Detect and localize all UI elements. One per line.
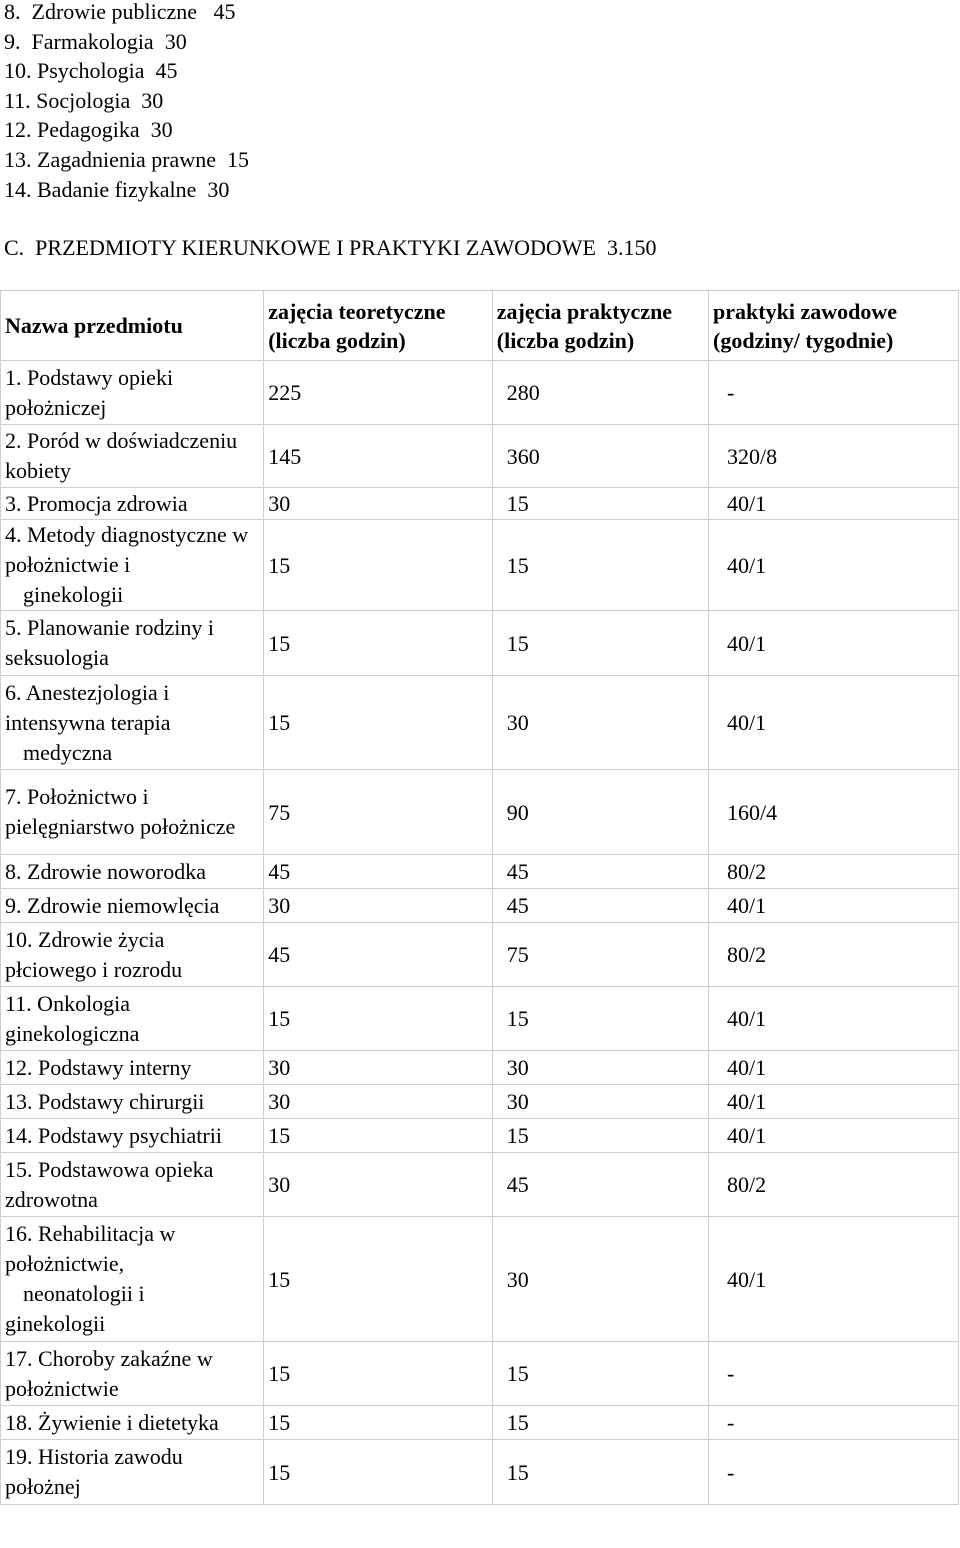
subject-name: 18. Żywienie i dietetyka bbox=[5, 1409, 219, 1435]
cell-subject-name bbox=[1, 1406, 264, 1440]
table-row bbox=[1, 987, 959, 1051]
table-row bbox=[1, 1119, 959, 1153]
table-row bbox=[1, 855, 959, 889]
list-item: 10. Psychologia 45 bbox=[4, 58, 178, 84]
table-row bbox=[1, 1440, 959, 1505]
cell-practical-hours: 280 bbox=[492, 361, 708, 425]
cell-internship: 40/1 bbox=[709, 889, 959, 923]
cell-subject-name bbox=[1, 361, 264, 425]
cell-internship: - bbox=[709, 1440, 959, 1505]
cell-practical-hours: 15 bbox=[492, 1440, 708, 1505]
table-row bbox=[1, 488, 959, 520]
table-row bbox=[1, 425, 959, 488]
cell-practical-hours: 45 bbox=[492, 1153, 708, 1217]
list-item: 13. Zagadnienia prawne 15 bbox=[4, 146, 249, 172]
subject-name: 12. Podstawy interny bbox=[5, 1054, 192, 1080]
list-item: 11. Socjologia 30 bbox=[4, 87, 164, 113]
cell-theory-hours: 30 bbox=[264, 1153, 493, 1217]
cell-internship: 40/1 bbox=[709, 1051, 959, 1085]
subject-name: 17. Choroby zakaźne w położnictwie bbox=[5, 1345, 213, 1401]
subject-name: 14. Podstawy psychiatrii bbox=[5, 1122, 222, 1148]
header-theory: zajęcia teoretyczne (liczba godzin) bbox=[264, 291, 493, 361]
section-title: C. PRZEDMIOTY KIERUNKOWE I PRAKTYKI ZAWODOWE 3.150 bbox=[4, 235, 657, 260]
table-row bbox=[1, 1342, 959, 1406]
subject-name: 8. Zdrowie noworodka bbox=[5, 858, 207, 884]
subject-name-continued: neonatologii i bbox=[23, 1281, 145, 1306]
cell-internship: 40/1 bbox=[709, 987, 959, 1051]
cell-subject-name bbox=[1, 1153, 264, 1217]
cell-theory-hours: 15 bbox=[264, 520, 493, 611]
cell-practical-hours: 15 bbox=[492, 520, 708, 611]
cell-internship: 40/1 bbox=[709, 520, 959, 611]
subjects-table bbox=[0, 290, 959, 1505]
cell-internship: 80/2 bbox=[709, 923, 959, 987]
cell-practical-hours: 15 bbox=[492, 488, 708, 520]
subject-name: 9. Zdrowie niemowlęcia bbox=[5, 892, 220, 918]
cell-subject-name bbox=[1, 923, 264, 987]
cell-subject-name bbox=[1, 488, 264, 520]
cell-subject-name bbox=[1, 1440, 264, 1505]
cell-practical-hours: 15 bbox=[492, 611, 708, 676]
cell-internship: 40/1 bbox=[709, 1085, 959, 1119]
list-item: 12. Pedagogika 30 bbox=[4, 117, 173, 143]
table-row bbox=[1, 676, 959, 770]
cell-theory-hours: 45 bbox=[264, 855, 493, 889]
header-name: Nazwa przedmiotu bbox=[1, 291, 264, 361]
cell-subject-name bbox=[1, 676, 264, 770]
cell-subject-name bbox=[1, 1119, 264, 1153]
table-row bbox=[1, 1085, 959, 1119]
cell-subject-name bbox=[1, 889, 264, 923]
subject-name: 19. Historia zawodu położnej bbox=[5, 1444, 183, 1499]
list-item: 9. Farmakologia 30 bbox=[4, 28, 187, 54]
subject-name: 5. Planowanie rodziny i seksuologia bbox=[5, 615, 214, 670]
table-row bbox=[1, 889, 959, 923]
cell-theory-hours: 30 bbox=[264, 1051, 493, 1085]
header-internship: praktyki zawodowe (godziny/ tygodnie) bbox=[709, 291, 959, 361]
cell-practical-hours: 30 bbox=[492, 1217, 708, 1342]
subject-name: 2. Poród w doświadczeniu kobiety bbox=[5, 428, 238, 483]
cell-internship: 160/4 bbox=[709, 770, 959, 855]
cell-internship: 80/2 bbox=[709, 1153, 959, 1217]
cell-practical-hours: 45 bbox=[492, 855, 708, 889]
table-row bbox=[1, 1051, 959, 1085]
list-item: 14. Badanie fizykalne 30 bbox=[4, 176, 230, 202]
cell-internship: 40/1 bbox=[709, 611, 959, 676]
header-practical: zajęcia praktyczne (liczba godzin) bbox=[492, 291, 708, 361]
cell-practical-hours: 30 bbox=[492, 676, 708, 770]
cell-internship: 320/8 bbox=[709, 425, 959, 488]
subject-name: 16. Rehabilitacja w położnictwie, bbox=[5, 1221, 176, 1276]
subject-name: 6. Anestezjologia i intensywna terapia bbox=[5, 679, 171, 735]
cell-theory-hours: 45 bbox=[264, 923, 493, 987]
table-row bbox=[1, 361, 959, 425]
cell-theory-hours: 30 bbox=[264, 1085, 493, 1119]
cell-theory-hours: 15 bbox=[264, 611, 493, 676]
cell-practical-hours: 90 bbox=[492, 770, 708, 855]
cell-subject-name bbox=[1, 611, 264, 676]
cell-theory-hours: 15 bbox=[264, 676, 493, 770]
cell-theory-hours: 15 bbox=[264, 987, 493, 1051]
list-item: 8. Zdrowie publiczne 45 bbox=[4, 0, 236, 24]
table-row bbox=[1, 1406, 959, 1440]
table-row bbox=[1, 1153, 959, 1217]
cell-theory-hours: 15 bbox=[264, 1406, 493, 1440]
subject-name-continued: medyczna bbox=[23, 739, 113, 765]
cell-practical-hours: 15 bbox=[492, 1406, 708, 1440]
table-row bbox=[1, 770, 959, 855]
subject-name: 15. Podstawowa opieka zdrowotna bbox=[5, 1156, 214, 1212]
cell-practical-hours: 30 bbox=[492, 1051, 708, 1085]
cell-subject-name bbox=[1, 425, 264, 488]
cell-practical-hours: 45 bbox=[492, 889, 708, 923]
cell-practical-hours: 15 bbox=[492, 1119, 708, 1153]
subject-name: 13. Podstawy chirurgii bbox=[5, 1088, 205, 1114]
cell-subject-name bbox=[1, 1051, 264, 1085]
cell-subject-name bbox=[1, 520, 264, 611]
cell-internship: - bbox=[709, 1406, 959, 1440]
subject-name: 10. Zdrowie życia płciowego i rozrodu bbox=[5, 926, 183, 982]
cell-internship: 40/1 bbox=[709, 1217, 959, 1342]
cell-internship: 40/1 bbox=[709, 1119, 959, 1153]
subject-name: 3. Promocja zdrowia bbox=[5, 490, 188, 516]
table-header-row bbox=[1, 291, 959, 361]
cell-practical-hours: 360 bbox=[492, 425, 708, 488]
cell-internship: 80/2 bbox=[709, 855, 959, 889]
cell-subject-name bbox=[1, 1217, 264, 1342]
cell-subject-name bbox=[1, 987, 264, 1051]
table-row bbox=[1, 611, 959, 676]
cell-practical-hours: 30 bbox=[492, 1085, 708, 1119]
cell-theory-hours: 145 bbox=[264, 425, 493, 488]
continued-subject-list bbox=[4, 0, 249, 204]
cell-theory-hours: 225 bbox=[264, 361, 493, 425]
subject-name-continued: ginekologii bbox=[23, 582, 124, 607]
cell-internship: 40/1 bbox=[709, 488, 959, 520]
cell-internship: - bbox=[709, 1342, 959, 1406]
cell-practical-hours: 15 bbox=[492, 1342, 708, 1406]
subject-name: 1. Podstawy opieki położniczej bbox=[5, 364, 174, 420]
table-row bbox=[1, 923, 959, 987]
cell-theory-hours: 30 bbox=[264, 889, 493, 923]
cell-subject-name bbox=[1, 855, 264, 889]
cell-internship: - bbox=[709, 361, 959, 425]
table-row bbox=[1, 520, 959, 611]
subject-name: 7. Położnictwo i pielęgniarstwo położnicze bbox=[5, 784, 236, 839]
cell-theory-hours: 15 bbox=[264, 1217, 493, 1342]
cell-theory-hours: 15 bbox=[264, 1119, 493, 1153]
cell-theory-hours: 75 bbox=[264, 770, 493, 855]
cell-subject-name bbox=[1, 1085, 264, 1119]
cell-theory-hours: 15 bbox=[264, 1440, 493, 1505]
subject-name-tail: ginekologii bbox=[5, 1311, 106, 1336]
cell-internship: 40/1 bbox=[709, 676, 959, 770]
cell-theory-hours: 15 bbox=[264, 1342, 493, 1406]
cell-subject-name bbox=[1, 1342, 264, 1406]
cell-theory-hours: 30 bbox=[264, 488, 493, 520]
subject-name: 4. Metody diagnostyczne w położnictwie i bbox=[5, 522, 249, 577]
cell-practical-hours: 15 bbox=[492, 987, 708, 1051]
cell-subject-name bbox=[1, 770, 264, 855]
table-row bbox=[1, 1217, 959, 1342]
cell-practical-hours: 75 bbox=[492, 923, 708, 987]
subject-name: 11. Onkologia ginekologiczna bbox=[5, 990, 140, 1046]
